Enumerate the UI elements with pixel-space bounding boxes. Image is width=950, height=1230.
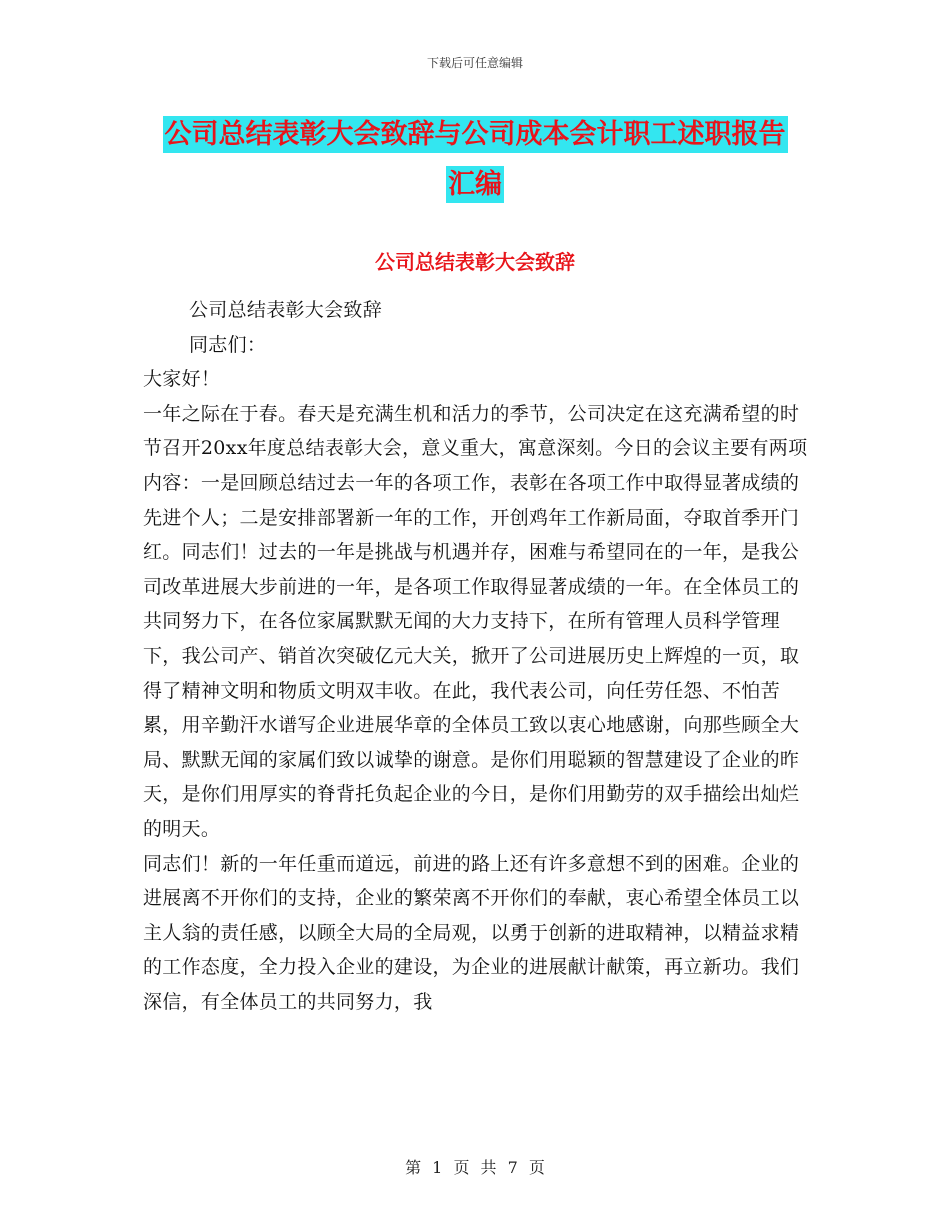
page-number: 第 1 页 共 7 页 <box>405 1158 545 1177</box>
document-title <box>150 110 800 210</box>
title-line-2: 汇编 <box>446 166 504 203</box>
salutation-paragraph: 同志们： <box>189 333 267 356</box>
body-paragraph: 一年之际在于春。春天是充满生机和活力的季节，公司决定在这充满希望的时节召开20xx年度总结表彰大会，意义重大，寓意深刻。今日的会议主要有两项内容：一是回顾总结过去一年的各项工作，表彰在各项工作中取得显著成绩的先进个人；二是安排部署新一年的工作，开创鸡年工作新局面，夺取首季开门红。同志们！过去的一年是挑战与机遇并存，困难与希望同在的一年，是我公司改革进展大步前进的一年，是各项工作取得显著成绩的一年。在全体员工的共同努力下，在各位家属默默无闻的大力支持下，在所有管理人员科学管理下，我公司产、销首次突破亿元大关，掀开了公司进展历史上辉煌的一页，取得了精神文明和物质文明双丰收。在此，我代表公司，向任劳任怨、不怕苦累，用辛勤汗水谱写企业进展华章的全体员工致以衷心地感谢，向那些顾全大局、默默无闻的家属们致以诚挚的谢意。是你们用聪颖的智慧建设了企业的昨天，是你们用厚实的脊背托负起企业的今日，是你们用勤劳的双手描绘出灿烂的明天。 <box>143 402 808 840</box>
document-body <box>143 293 808 1019</box>
title-line-1: 公司总结表彰大会致辞与公司成本会计职工述职报告 <box>163 116 788 153</box>
body-paragraph: 同志们！新的一年任重而道远，前进的路上还有许多意想不到的困难。企业的进展离不开你们的支持，企业的繁荣离不开你们的奉献，衷心希望全体员工以主人翁的责任感，以顾全大局的全局观，以勇于创新的进取精神，以精益求精的工作态度，全力投入企业的建设，为企业的进展献计献策，再立新功。我们深信，有全体员工的共同努力，我 <box>143 852 800 1013</box>
header-note: 下载后可任意编辑 <box>426 56 523 70</box>
section-heading: 公司总结表彰大会致辞 <box>375 250 575 274</box>
greeting-paragraph: 大家好！ <box>143 368 221 391</box>
speech-title-paragraph: 公司总结表彰大会致辞 <box>189 299 383 321</box>
